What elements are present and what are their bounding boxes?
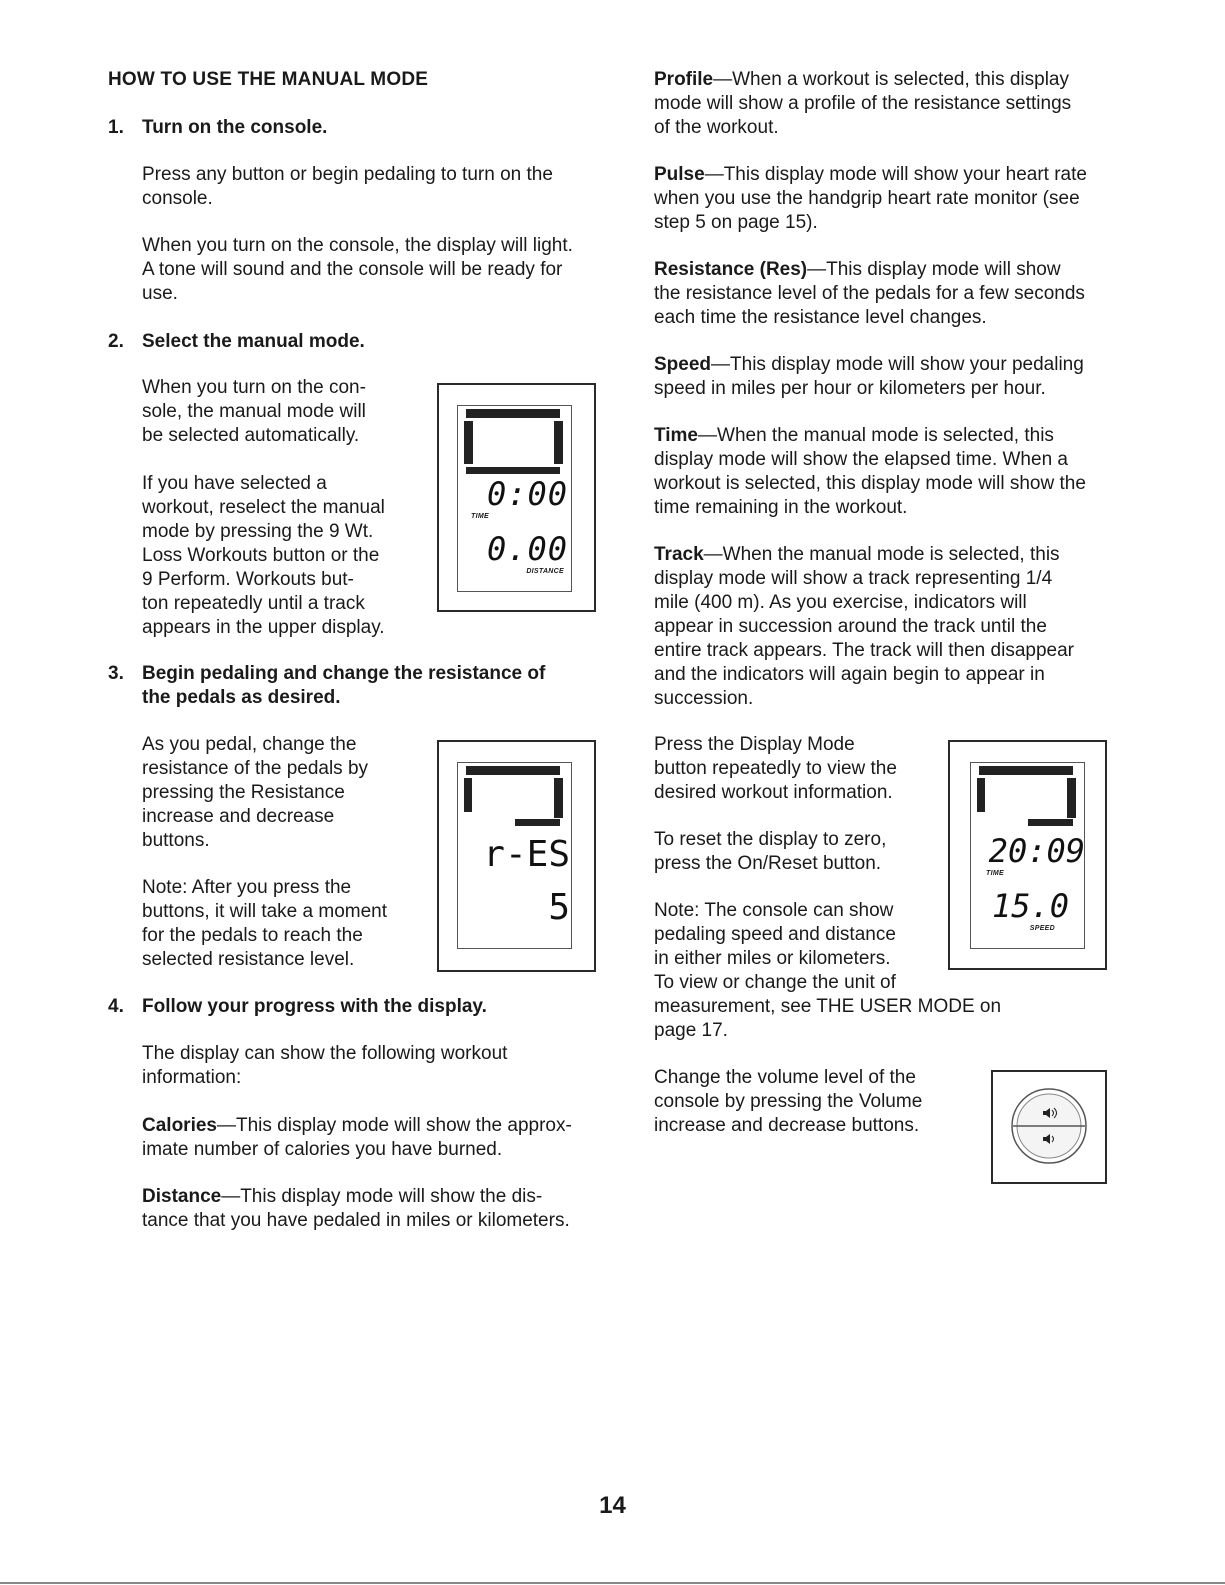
term-speed: Speed — [654, 354, 712, 375]
text-line: If you have selected a — [142, 473, 327, 494]
console-display-figure-time-distance — [437, 383, 596, 612]
text-line: each time the resistance level changes. — [654, 307, 987, 328]
text-line: entire track appears. The track will then disappear — [654, 640, 1074, 661]
reset-paragraph — [654, 828, 886, 876]
text-run: —This display mode will show your heart rate — [704, 164, 1087, 185]
resistance-paragraph — [654, 258, 1085, 330]
calories-paragraph — [142, 1114, 572, 1162]
step-3 — [108, 662, 546, 710]
text-line: The display can show the following workout — [142, 1043, 508, 1064]
pulse-paragraph — [654, 163, 1087, 235]
lcd-speed-label: SPEED — [1029, 925, 1055, 932]
step-1-paragraph-1 — [142, 163, 553, 211]
text-line: when you use the handgrip heart rate monitor (see — [654, 188, 1080, 209]
lcd-resistance-level: 5 — [548, 887, 570, 928]
text-line: pressing the Resistance — [142, 782, 345, 803]
console-display-figure-time-speed — [948, 740, 1107, 970]
step-title-line: Begin pedaling and change the resistance of — [142, 663, 546, 684]
text-line: Press the Display Mode — [654, 734, 855, 755]
text-line: desired workout information. — [654, 782, 893, 803]
text-line: increase and decrease — [142, 806, 335, 827]
time-paragraph — [654, 424, 1086, 520]
step-1-paragraph-2 — [142, 234, 573, 306]
text-line: To view or change the unit of — [654, 972, 896, 993]
text-line: time remaining in the workout. — [654, 497, 908, 518]
text-line: display mode will show the elapsed time. When a — [654, 449, 1068, 470]
text-line: mode by pressing the 9 Wt. — [142, 521, 374, 542]
text-line: When you turn on the con- — [142, 377, 366, 398]
text-line: tance that you have pedaled in miles or kilometers. — [142, 1210, 570, 1231]
text-line: mile (400 m). As you exercise, indicators will — [654, 592, 1027, 613]
step-4-paragraph-1 — [142, 1042, 507, 1090]
step-4 — [108, 995, 487, 1019]
profile-paragraph — [654, 68, 1071, 140]
lcd-distance-label: DISTANCE — [526, 568, 564, 575]
text-line: buttons, it will take a moment — [142, 901, 387, 922]
term-profile: Profile — [654, 69, 714, 90]
text-line: ton repeatedly until a track — [142, 593, 365, 614]
text-line: increase and decrease buttons. — [654, 1115, 920, 1136]
text-line: resistance of the pedals by — [142, 758, 369, 779]
step-2 — [108, 330, 365, 354]
text-run: —This display mode will show the dis- — [221, 1186, 543, 1207]
text-line: console by pressing the Volume — [654, 1091, 923, 1112]
text-line: measurement, see THE USER MODE on — [654, 996, 1002, 1017]
lcd-time-label: TIME — [986, 870, 1004, 877]
step-number: 3. — [108, 663, 124, 684]
text-line: of the workout. — [654, 117, 779, 138]
lcd-time-label: TIME — [471, 513, 489, 520]
track-paragraph — [654, 543, 1074, 711]
text-line: workout is selected, this display mode will show the — [654, 473, 1086, 494]
step-2-paragraph-1 — [142, 376, 366, 448]
term-resistance: Resistance (Res) — [654, 259, 808, 280]
speed-paragraph — [654, 353, 1084, 401]
text-run: —When the manual mode is selected, this — [703, 544, 1060, 565]
text-line: buttons. — [142, 830, 210, 851]
term-time: Time — [654, 425, 699, 446]
term-pulse: Pulse — [654, 164, 705, 185]
text-line: and the indicators will again begin to appear in — [654, 664, 1045, 685]
text-line: button repeatedly to view the — [654, 758, 897, 779]
volume-buttons-figure — [991, 1070, 1107, 1184]
text-line: 9 Perform. Workouts but- — [142, 569, 354, 590]
step-title: Turn on the console. — [142, 117, 328, 138]
term-calories: Calories — [142, 1115, 217, 1136]
step-2-paragraph-2 — [142, 472, 385, 640]
text-line: When you turn on the console, the display will light. — [142, 235, 573, 256]
console-display-figure-resistance — [437, 740, 596, 972]
text-line: Note: The console can show — [654, 900, 894, 921]
text-line: sole, the manual mode will — [142, 401, 366, 422]
step-title: Select the manual mode. — [142, 331, 365, 352]
step-3-paragraph-2 — [142, 876, 387, 972]
text-line: A tone will sound and the console will be ready for — [142, 259, 563, 280]
lcd-time-value: 20:09 — [988, 832, 1085, 870]
display-mode-paragraph — [654, 733, 897, 805]
text-line: be selected automatically. — [142, 425, 360, 446]
lcd-distance-value: 0.00 — [486, 530, 568, 568]
text-line: press the On/Reset button. — [654, 853, 882, 874]
text-run: —This display mode will show your pedaling — [711, 354, 1084, 375]
step-3-paragraph-1 — [142, 733, 368, 853]
text-run: —When a workout is selected, this display — [713, 69, 1070, 90]
lcd-speed-value: 15.0 — [991, 887, 1069, 925]
text-line: display mode will show a track representing 1/4 — [654, 568, 1053, 589]
page-number: 14 — [599, 1492, 626, 1519]
text-line: To reset the display to zero, — [654, 829, 887, 850]
term-distance: Distance — [142, 1186, 222, 1207]
step-title: Follow your progress with the display. — [142, 996, 487, 1017]
text-line: information: — [142, 1067, 242, 1088]
text-line: imate number of calories you have burned. — [142, 1139, 503, 1160]
text-line: selected resistance level. — [142, 949, 355, 970]
step-title-line: the pedals as desired. — [142, 687, 341, 708]
text-line: Note: After you press the — [142, 877, 352, 898]
text-line: appear in succession around the track until the — [654, 616, 1047, 637]
text-line: pedaling speed and distance — [654, 924, 896, 945]
lcd-resistance-text: r-ES — [483, 834, 570, 875]
text-line: workout, reselect the manual — [142, 497, 385, 518]
step-number: 1. — [108, 117, 124, 138]
text-line: in either miles or kilometers. — [654, 948, 891, 969]
page-edge-line — [0, 1582, 1225, 1584]
term-track: Track — [654, 544, 704, 565]
text-line: use. — [142, 283, 178, 304]
text-line: console. — [142, 188, 213, 209]
text-line: speed in miles per hour or kilometers per hour. — [654, 378, 1046, 399]
text-run: —This display mode will show the approx- — [216, 1115, 572, 1136]
step-number: 4. — [108, 996, 124, 1017]
text-line: As you pedal, change the — [142, 734, 357, 755]
text-line: Change the volume level of the — [654, 1067, 916, 1088]
text-line: succession. — [654, 688, 754, 709]
text-line: step 5 on page 15). — [654, 212, 818, 233]
distance-paragraph — [142, 1185, 570, 1233]
text-run: —This display mode will show — [807, 259, 1061, 280]
step-number: 2. — [108, 331, 124, 352]
text-line: page 17. — [654, 1020, 728, 1041]
text-line: Loss Workouts button or the — [142, 545, 380, 566]
volume-paragraph — [654, 1066, 922, 1138]
volume-button-graphic — [993, 1072, 1105, 1182]
step-1 — [108, 116, 328, 140]
text-line: mode will show a profile of the resistance settings — [654, 93, 1072, 114]
text-line: Press any button or begin pedaling to turn on the — [142, 164, 553, 185]
text-line: the resistance level of the pedals for a few seconds — [654, 283, 1085, 304]
heading: HOW TO USE THE MANUAL MODE — [108, 69, 429, 90]
text-line: appears in the upper display. — [142, 617, 385, 638]
text-run: —When the manual mode is selected, this — [698, 425, 1054, 446]
text-line: for the pedals to reach the — [142, 925, 363, 946]
lcd-time-value: 0:00 — [486, 475, 568, 513]
